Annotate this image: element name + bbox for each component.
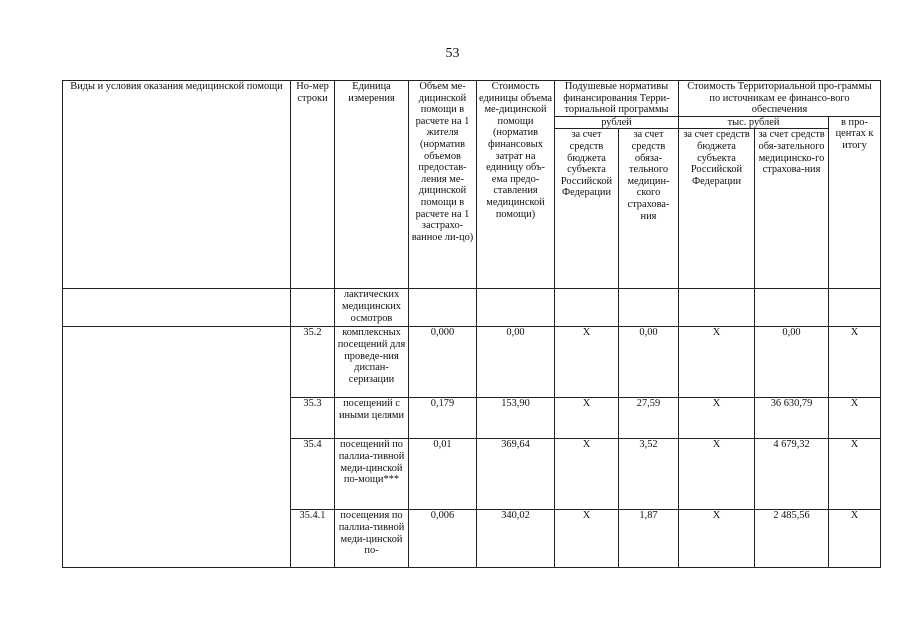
cell-prog-oms: 0,00 [755,327,829,398]
cell-percent: X [829,327,881,398]
cell-prog-budget [679,289,755,327]
cell-row-number: 35.2 [291,327,335,398]
cell-pc-oms: 3,52 [619,439,679,510]
header-percent: в про-центах к итогу [829,116,881,289]
cell-prog-oms: 4 679,32 [755,439,829,510]
cell-pc-oms: 0,00 [619,327,679,398]
cell-unit: посещений по паллиа-тивной меди-цинской по-мощи*** [335,439,409,510]
cell-cost: 153,90 [477,398,555,439]
cell-prog-budget: X [679,439,755,510]
header-kind: Виды и условия оказания медицинской помощи [63,81,291,289]
cell-pc-budget: X [555,510,619,568]
cell-percent: X [829,510,881,568]
financing-table [62,80,881,568]
page-number: 53 [445,46,460,61]
header-prog-oms: за счет средств обя-зательного медицинско-го страхова-ния [755,129,829,289]
cell-pc-budget: X [555,327,619,398]
cell-kind [63,327,291,568]
cell-volume: 0,01 [409,439,477,510]
cell-cost: 0,00 [477,327,555,398]
cell-volume: 0,006 [409,510,477,568]
header-program-cost: Стоимость Территориальной про-граммы по источникам ее финансо-вого обеспечения [679,81,881,117]
table-row [63,327,881,398]
header-cost: Стоимость единицы объема ме-дицинской помощи (норматив финансовых затрат на единицу объ-ема предо-ставления медицинской помощи) [477,81,555,289]
cell-row-number: 35.4 [291,439,335,510]
header-row-number: Но-мер строки [291,81,335,289]
header-per-capita: Подушевые нормативы финансирования Терри-ториальной программы [555,81,679,117]
cell-pc-budget [555,289,619,327]
cell-unit: комплексных посещений для проведе-ния диспан-серизации [335,327,409,398]
cell-row-number: 35.3 [291,398,335,439]
cell-volume: 0,179 [409,398,477,439]
header-pc-oms: за счет средств обяза-тельного медицин-ского страхова-ния [619,129,679,289]
cell-percent: X [829,398,881,439]
cell-unit: лактических медицинских осмотров [335,289,409,327]
cell-unit: посещения по паллиа-тивной меди-цинской по- [335,510,409,568]
cell-prog-budget: X [679,327,755,398]
cell-kind [63,289,291,327]
header-per-capita-unit: рублей [555,116,679,129]
cell-row-number: 35.4.1 [291,510,335,568]
header-program-unit: тыс. рублей [679,116,829,129]
cell-pc-oms: 1,87 [619,510,679,568]
header-prog-budget: за счет средств бюджета субъекта Российской Федерации [679,129,755,289]
cell-unit: посещений с иными целями [335,398,409,439]
cell-cost: 369,64 [477,439,555,510]
cell-prog-oms: 2 485,56 [755,510,829,568]
cell-row-number [291,289,335,327]
header-volume: Объем ме-дицинской помощи в расчете на 1 жителя (норматив объемов предостав-ления ме-дицинской помощи в расчете на 1 застрахо-ванное ли-цо) [409,81,477,289]
cell-volume: 0,000 [409,327,477,398]
header-pc-budget: за счет средств бюджета субъекта Российской Федерации [555,129,619,289]
cell-pc-budget: X [555,439,619,510]
cell-pc-budget: X [555,398,619,439]
cell-percent: X [829,439,881,510]
cell-percent [829,289,881,327]
cell-prog-budget: X [679,510,755,568]
cell-cost: 340,02 [477,510,555,568]
cell-prog-oms [755,289,829,327]
cell-pc-oms [619,289,679,327]
cell-prog-budget: X [679,398,755,439]
cell-volume [409,289,477,327]
cell-cost [477,289,555,327]
cell-prog-oms: 36 630,79 [755,398,829,439]
table-row [63,289,881,327]
cell-pc-oms: 27,59 [619,398,679,439]
header-unit: Единица измерения [335,81,409,289]
